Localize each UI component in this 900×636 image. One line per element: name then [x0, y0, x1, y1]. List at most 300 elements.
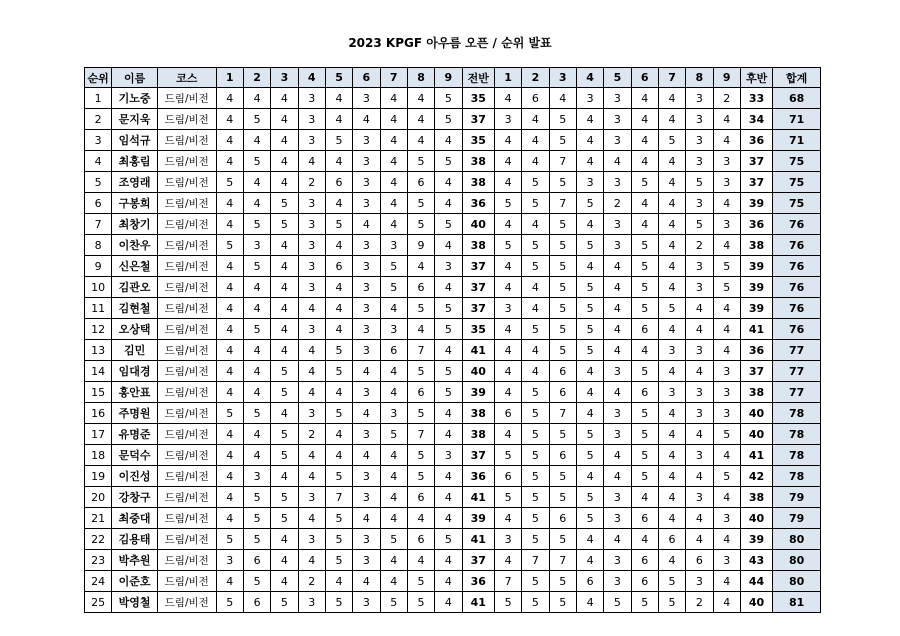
- front-total-cell: 38: [462, 424, 494, 445]
- front-hole-score-cell: 5: [380, 277, 407, 298]
- back-hole-score-cell: 3: [604, 550, 631, 571]
- front-hole-score-cell: 5: [325, 508, 352, 529]
- table-row: [85, 256, 821, 277]
- back-hole-score-cell: 5: [522, 319, 549, 340]
- front-hole-score-cell: 5: [435, 382, 462, 403]
- front-hole-score-cell: 3: [298, 277, 325, 298]
- rank-cell: 13: [85, 340, 112, 361]
- player-name-cell: 이찬우: [112, 235, 158, 256]
- back-total-cell: 42: [740, 466, 772, 487]
- back-hole-score-cell: 5: [549, 172, 576, 193]
- total-score-cell: 81: [773, 592, 821, 613]
- front-hole-score-cell: 6: [243, 550, 270, 571]
- back-hole-score-cell: 4: [576, 592, 603, 613]
- front-hole-score-cell: 4: [353, 508, 380, 529]
- back-hole-score-cell: 6: [494, 403, 521, 424]
- total-score-cell: 80: [773, 571, 821, 592]
- front-hole-score-cell: 5: [407, 214, 434, 235]
- front-hole-score-cell: 3: [353, 340, 380, 361]
- back-hole-score-cell: 4: [713, 592, 740, 613]
- back-hole-score-cell: 5: [522, 235, 549, 256]
- back-hole-score-cell: 2: [686, 592, 713, 613]
- total-score-cell: 71: [773, 130, 821, 151]
- back-hole-score-cell: 4: [576, 382, 603, 403]
- back-hole-score-cell: 3: [686, 88, 713, 109]
- front-hole-score-cell: 5: [325, 340, 352, 361]
- front-hole-score-cell: 5: [435, 151, 462, 172]
- back-hole-score-cell: 5: [631, 592, 658, 613]
- front-hole-score-cell: 3: [435, 445, 462, 466]
- front-hole-score-cell: 4: [216, 508, 243, 529]
- back-hole-score-cell: 5: [631, 256, 658, 277]
- rank-cell: 15: [85, 382, 112, 403]
- back-hole-score-cell: 4: [494, 256, 521, 277]
- front-total-cell: 37: [462, 277, 494, 298]
- column-header: 순위: [85, 68, 112, 88]
- back-hole-score-cell: 3: [686, 403, 713, 424]
- back-hole-score-cell: 4: [713, 571, 740, 592]
- column-header: 합계: [773, 68, 821, 88]
- course-cell: 드림/비전: [157, 256, 216, 277]
- front-hole-score-cell: 5: [325, 403, 352, 424]
- player-name-cell: 이준호: [112, 571, 158, 592]
- player-name-cell: 신은철: [112, 256, 158, 277]
- back-hole-score-cell: 4: [658, 319, 685, 340]
- front-total-cell: 35: [462, 319, 494, 340]
- back-total-cell: 40: [740, 403, 772, 424]
- front-hole-score-cell: 5: [271, 508, 298, 529]
- front-total-cell: 40: [462, 214, 494, 235]
- back-hole-score-cell: 7: [494, 571, 521, 592]
- front-hole-score-cell: 2: [298, 571, 325, 592]
- back-hole-score-cell: 5: [713, 466, 740, 487]
- front-hole-score-cell: 4: [298, 466, 325, 487]
- back-total-cell: 44: [740, 571, 772, 592]
- total-score-cell: 78: [773, 424, 821, 445]
- front-total-cell: 38: [462, 403, 494, 424]
- back-hole-score-cell: 4: [631, 151, 658, 172]
- column-header: 이름: [112, 68, 158, 88]
- front-hole-score-cell: 4: [435, 193, 462, 214]
- column-header: 7: [658, 68, 685, 88]
- front-hole-score-cell: 4: [407, 109, 434, 130]
- back-hole-score-cell: 7: [522, 550, 549, 571]
- front-total-cell: 41: [462, 340, 494, 361]
- front-hole-score-cell: 5: [325, 361, 352, 382]
- back-hole-score-cell: 6: [549, 361, 576, 382]
- rank-cell: 16: [85, 403, 112, 424]
- back-hole-score-cell: 3: [604, 109, 631, 130]
- front-hole-score-cell: 4: [435, 424, 462, 445]
- course-cell: 드림/비전: [157, 424, 216, 445]
- front-hole-score-cell: 4: [325, 235, 352, 256]
- column-header: 2: [243, 68, 270, 88]
- front-hole-score-cell: 5: [243, 151, 270, 172]
- back-hole-score-cell: 4: [686, 319, 713, 340]
- back-hole-score-cell: 4: [631, 130, 658, 151]
- back-hole-score-cell: 3: [686, 256, 713, 277]
- front-hole-score-cell: 3: [353, 193, 380, 214]
- front-hole-score-cell: 4: [243, 88, 270, 109]
- front-hole-score-cell: 5: [407, 445, 434, 466]
- back-hole-score-cell: 3: [713, 361, 740, 382]
- course-cell: 드림/비전: [157, 319, 216, 340]
- front-hole-score-cell: 9: [407, 235, 434, 256]
- front-hole-score-cell: 4: [380, 361, 407, 382]
- course-cell: 드림/비전: [157, 151, 216, 172]
- back-hole-score-cell: 4: [494, 382, 521, 403]
- back-hole-score-cell: 4: [658, 550, 685, 571]
- rank-cell: 3: [85, 130, 112, 151]
- back-hole-score-cell: 5: [631, 466, 658, 487]
- table-row: [85, 193, 821, 214]
- back-hole-score-cell: 6: [658, 529, 685, 550]
- table-row: [85, 130, 821, 151]
- front-hole-score-cell: 4: [216, 130, 243, 151]
- front-hole-score-cell: 3: [298, 214, 325, 235]
- front-hole-score-cell: 4: [435, 277, 462, 298]
- back-hole-score-cell: 5: [576, 298, 603, 319]
- front-hole-score-cell: 3: [298, 592, 325, 613]
- course-cell: 드림/비전: [157, 340, 216, 361]
- back-hole-score-cell: 4: [576, 529, 603, 550]
- front-hole-score-cell: 4: [325, 424, 352, 445]
- back-hole-score-cell: 5: [576, 445, 603, 466]
- course-cell: 드림/비전: [157, 550, 216, 571]
- total-score-cell: 76: [773, 256, 821, 277]
- front-total-cell: 41: [462, 529, 494, 550]
- back-hole-score-cell: 4: [604, 277, 631, 298]
- back-total-cell: 36: [740, 214, 772, 235]
- rank-cell: 12: [85, 319, 112, 340]
- rank-cell: 14: [85, 361, 112, 382]
- front-hole-score-cell: 4: [271, 550, 298, 571]
- player-name-cell: 임대경: [112, 361, 158, 382]
- front-hole-score-cell: 3: [243, 466, 270, 487]
- back-hole-score-cell: 3: [713, 151, 740, 172]
- front-hole-score-cell: 6: [325, 172, 352, 193]
- back-hole-score-cell: 4: [686, 529, 713, 550]
- back-hole-score-cell: 5: [549, 340, 576, 361]
- course-cell: 드림/비전: [157, 466, 216, 487]
- front-hole-score-cell: 4: [380, 109, 407, 130]
- column-header: 5: [604, 68, 631, 88]
- total-score-cell: 75: [773, 172, 821, 193]
- back-total-cell: 41: [740, 445, 772, 466]
- back-hole-score-cell: 4: [686, 508, 713, 529]
- front-hole-score-cell: 4: [380, 445, 407, 466]
- table-row: [85, 529, 821, 550]
- back-hole-score-cell: 2: [713, 88, 740, 109]
- front-hole-score-cell: 3: [380, 403, 407, 424]
- player-name-cell: 주명원: [112, 403, 158, 424]
- back-hole-score-cell: 4: [576, 109, 603, 130]
- front-hole-score-cell: 4: [216, 361, 243, 382]
- back-hole-score-cell: 5: [576, 235, 603, 256]
- back-hole-score-cell: 4: [522, 298, 549, 319]
- rank-cell: 18: [85, 445, 112, 466]
- front-hole-score-cell: 4: [271, 403, 298, 424]
- front-hole-score-cell: 4: [216, 571, 243, 592]
- course-cell: 드림/비전: [157, 361, 216, 382]
- back-hole-score-cell: 5: [549, 130, 576, 151]
- back-hole-score-cell: 3: [686, 382, 713, 403]
- back-hole-score-cell: 3: [658, 340, 685, 361]
- front-hole-score-cell: 4: [435, 340, 462, 361]
- back-hole-score-cell: 5: [549, 256, 576, 277]
- back-hole-score-cell: 5: [604, 592, 631, 613]
- back-hole-score-cell: 4: [522, 361, 549, 382]
- front-hole-score-cell: 5: [243, 109, 270, 130]
- back-total-cell: 38: [740, 487, 772, 508]
- front-total-cell: 37: [462, 298, 494, 319]
- front-hole-score-cell: 4: [353, 361, 380, 382]
- course-cell: 드림/비전: [157, 508, 216, 529]
- front-hole-score-cell: 5: [271, 445, 298, 466]
- back-hole-score-cell: 4: [631, 88, 658, 109]
- front-hole-score-cell: 5: [407, 592, 434, 613]
- back-hole-score-cell: 3: [686, 193, 713, 214]
- back-hole-score-cell: 3: [658, 382, 685, 403]
- back-hole-score-cell: 4: [686, 424, 713, 445]
- front-hole-score-cell: 4: [298, 382, 325, 403]
- back-total-cell: 34: [740, 109, 772, 130]
- back-hole-score-cell: 5: [522, 508, 549, 529]
- course-cell: 드림/비전: [157, 172, 216, 193]
- back-hole-score-cell: 5: [631, 235, 658, 256]
- back-hole-score-cell: 4: [658, 235, 685, 256]
- front-hole-score-cell: 3: [216, 550, 243, 571]
- back-hole-score-cell: 4: [604, 382, 631, 403]
- back-hole-score-cell: 5: [522, 445, 549, 466]
- front-hole-score-cell: 5: [325, 550, 352, 571]
- back-hole-score-cell: 5: [494, 592, 521, 613]
- rank-cell: 8: [85, 235, 112, 256]
- front-hole-score-cell: 2: [298, 172, 325, 193]
- player-name-cell: 오상택: [112, 319, 158, 340]
- front-hole-score-cell: 4: [216, 340, 243, 361]
- back-hole-score-cell: 6: [549, 508, 576, 529]
- back-hole-score-cell: 5: [522, 172, 549, 193]
- front-hole-score-cell: 4: [271, 277, 298, 298]
- front-hole-score-cell: 7: [325, 487, 352, 508]
- front-hole-score-cell: 4: [407, 256, 434, 277]
- front-hole-score-cell: 4: [435, 235, 462, 256]
- front-hole-score-cell: 6: [407, 529, 434, 550]
- front-total-cell: 37: [462, 109, 494, 130]
- back-hole-score-cell: 5: [713, 277, 740, 298]
- back-hole-score-cell: 7: [549, 550, 576, 571]
- back-hole-score-cell: 5: [522, 487, 549, 508]
- front-hole-score-cell: 5: [380, 256, 407, 277]
- back-hole-score-cell: 6: [549, 445, 576, 466]
- front-hole-score-cell: 4: [298, 445, 325, 466]
- back-hole-score-cell: 3: [604, 130, 631, 151]
- table-row: [85, 235, 821, 256]
- rank-cell: 17: [85, 424, 112, 445]
- back-hole-score-cell: 5: [576, 487, 603, 508]
- course-cell: 드림/비전: [157, 214, 216, 235]
- course-cell: 드림/비전: [157, 235, 216, 256]
- front-hole-score-cell: 4: [271, 340, 298, 361]
- front-hole-score-cell: 3: [353, 466, 380, 487]
- table-row: [85, 319, 821, 340]
- column-header: 6: [631, 68, 658, 88]
- back-hole-score-cell: 5: [494, 235, 521, 256]
- back-hole-score-cell: 5: [549, 235, 576, 256]
- course-cell: 드림/비전: [157, 487, 216, 508]
- player-name-cell: 최홍림: [112, 151, 158, 172]
- back-hole-score-cell: 3: [604, 214, 631, 235]
- front-hole-score-cell: 3: [380, 319, 407, 340]
- back-hole-score-cell: 4: [631, 529, 658, 550]
- front-hole-score-cell: 4: [325, 445, 352, 466]
- back-hole-score-cell: 5: [658, 130, 685, 151]
- rank-cell: 9: [85, 256, 112, 277]
- back-hole-score-cell: 2: [604, 193, 631, 214]
- back-hole-score-cell: 7: [549, 151, 576, 172]
- back-hole-score-cell: 4: [658, 109, 685, 130]
- front-hole-score-cell: 5: [325, 466, 352, 487]
- table-row: [85, 214, 821, 235]
- front-hole-score-cell: 3: [353, 277, 380, 298]
- rank-cell: 1: [85, 88, 112, 109]
- column-header: 전반: [462, 68, 494, 88]
- front-hole-score-cell: 3: [243, 235, 270, 256]
- front-hole-score-cell: 4: [353, 214, 380, 235]
- back-total-cell: 40: [740, 508, 772, 529]
- back-hole-score-cell: 6: [631, 571, 658, 592]
- front-hole-score-cell: 5: [243, 571, 270, 592]
- back-hole-score-cell: 5: [576, 424, 603, 445]
- table-row: [85, 277, 821, 298]
- back-hole-score-cell: 4: [713, 529, 740, 550]
- player-name-cell: 임석규: [112, 130, 158, 151]
- back-hole-score-cell: 5: [522, 403, 549, 424]
- back-hole-score-cell: 4: [522, 277, 549, 298]
- column-header: 8: [686, 68, 713, 88]
- total-score-cell: 75: [773, 151, 821, 172]
- front-hole-score-cell: 4: [243, 130, 270, 151]
- back-hole-score-cell: 3: [604, 88, 631, 109]
- back-hole-score-cell: 5: [631, 424, 658, 445]
- back-hole-score-cell: 5: [576, 193, 603, 214]
- back-hole-score-cell: 4: [658, 193, 685, 214]
- back-hole-score-cell: 3: [713, 550, 740, 571]
- front-hole-score-cell: 3: [353, 487, 380, 508]
- front-hole-score-cell: 5: [435, 319, 462, 340]
- rank-cell: 4: [85, 151, 112, 172]
- player-name-cell: 유명준: [112, 424, 158, 445]
- front-hole-score-cell: 4: [298, 151, 325, 172]
- total-score-cell: 77: [773, 340, 821, 361]
- column-header: 1: [216, 68, 243, 88]
- back-hole-score-cell: 4: [658, 88, 685, 109]
- front-hole-score-cell: 4: [271, 256, 298, 277]
- front-hole-score-cell: 5: [243, 214, 270, 235]
- total-score-cell: 78: [773, 445, 821, 466]
- back-hole-score-cell: 5: [494, 445, 521, 466]
- back-hole-score-cell: 4: [713, 487, 740, 508]
- front-hole-score-cell: 4: [380, 508, 407, 529]
- back-total-cell: 40: [740, 592, 772, 613]
- front-hole-score-cell: 5: [407, 298, 434, 319]
- back-hole-score-cell: 4: [686, 466, 713, 487]
- front-hole-score-cell: 3: [298, 529, 325, 550]
- front-hole-score-cell: 4: [271, 529, 298, 550]
- course-cell: 드림/비전: [157, 130, 216, 151]
- rank-cell: 7: [85, 214, 112, 235]
- front-hole-score-cell: 3: [353, 550, 380, 571]
- back-hole-score-cell: 4: [658, 361, 685, 382]
- front-hole-score-cell: 4: [216, 382, 243, 403]
- total-score-cell: 76: [773, 214, 821, 235]
- column-header: 3: [271, 68, 298, 88]
- front-hole-score-cell: 4: [243, 172, 270, 193]
- back-hole-score-cell: 5: [522, 592, 549, 613]
- front-hole-score-cell: 3: [353, 151, 380, 172]
- back-total-cell: 33: [740, 88, 772, 109]
- front-hole-score-cell: 5: [435, 361, 462, 382]
- player-name-cell: 박영철: [112, 592, 158, 613]
- table-row: [85, 298, 821, 319]
- front-hole-score-cell: 4: [271, 130, 298, 151]
- front-hole-score-cell: 4: [216, 466, 243, 487]
- back-hole-score-cell: 5: [549, 424, 576, 445]
- back-hole-score-cell: 4: [494, 319, 521, 340]
- back-hole-score-cell: 3: [713, 172, 740, 193]
- front-hole-score-cell: 4: [435, 403, 462, 424]
- front-hole-score-cell: 5: [243, 403, 270, 424]
- back-hole-score-cell: 3: [494, 109, 521, 130]
- front-hole-score-cell: 5: [216, 592, 243, 613]
- back-hole-score-cell: 2: [686, 235, 713, 256]
- front-hole-score-cell: 4: [271, 319, 298, 340]
- column-header: 5: [325, 68, 352, 88]
- front-total-cell: 35: [462, 88, 494, 109]
- course-cell: 드림/비전: [157, 298, 216, 319]
- front-hole-score-cell: 4: [435, 172, 462, 193]
- back-hole-score-cell: 4: [576, 130, 603, 151]
- front-hole-score-cell: 4: [216, 424, 243, 445]
- front-total-cell: 36: [462, 193, 494, 214]
- back-total-cell: 36: [740, 130, 772, 151]
- total-score-cell: 79: [773, 487, 821, 508]
- rank-cell: 23: [85, 550, 112, 571]
- back-hole-score-cell: 4: [686, 298, 713, 319]
- back-hole-score-cell: 3: [713, 508, 740, 529]
- back-hole-score-cell: 5: [522, 193, 549, 214]
- back-hole-score-cell: 4: [713, 340, 740, 361]
- front-hole-score-cell: 5: [271, 487, 298, 508]
- front-hole-score-cell: 5: [380, 424, 407, 445]
- course-cell: 드림/비전: [157, 403, 216, 424]
- front-total-cell: 39: [462, 382, 494, 403]
- back-hole-score-cell: 3: [604, 235, 631, 256]
- back-hole-score-cell: 3: [604, 424, 631, 445]
- page-title: 2023 KPGF 아우름 오픈 / 순위 발표: [348, 36, 552, 50]
- back-hole-score-cell: 6: [522, 88, 549, 109]
- table-row: [85, 151, 821, 172]
- front-total-cell: 38: [462, 172, 494, 193]
- back-hole-score-cell: 4: [631, 193, 658, 214]
- rank-cell: 22: [85, 529, 112, 550]
- back-total-cell: 37: [740, 172, 772, 193]
- front-hole-score-cell: 4: [298, 340, 325, 361]
- front-hole-score-cell: 3: [298, 130, 325, 151]
- back-total-cell: 39: [740, 298, 772, 319]
- front-hole-score-cell: 4: [216, 487, 243, 508]
